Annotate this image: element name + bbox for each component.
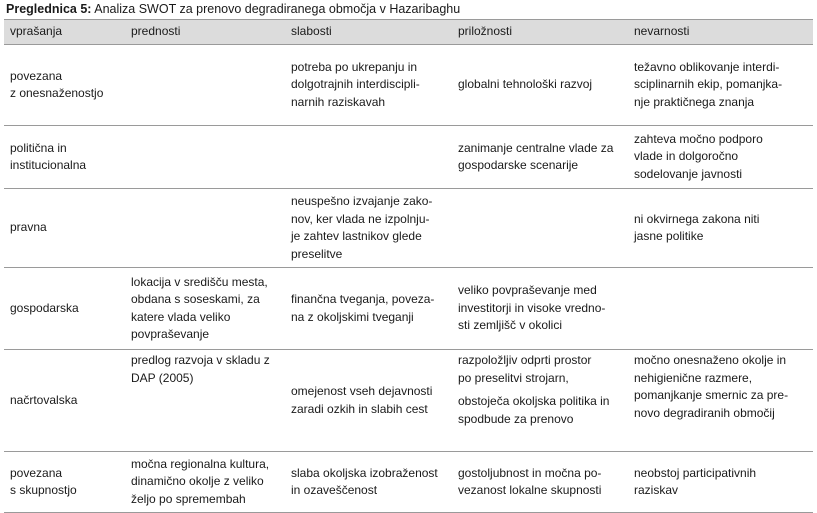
cell-threats: neobstoj participativnih raziskav — [628, 452, 813, 513]
cell-strengths: lokacija v središču mesta, obdana s soseskami, za katere vlada veliko povpraševanje — [125, 268, 285, 350]
cell-opportunities — [452, 189, 628, 268]
cell-strengths — [125, 45, 285, 126]
cell-question: povezana s skupnostjo — [4, 452, 125, 513]
cell-threats: težavno oblikovanje interdi- sciplinarnih ekip, pomanjka- nje praktičnega znanja — [628, 45, 813, 126]
cell-weaknesses: omejenost vseh dejavnosti zaradi ozkih in slabih cest — [285, 350, 452, 452]
cell-opportunities — [452, 350, 628, 452]
cell-weaknesses: finančna tveganja, poveza- na z okoljskimi tveganji — [285, 268, 452, 350]
cell-question: politična in institucionalna — [4, 126, 125, 189]
cell-strengths: predlog razvoja v skladu z DAP (2005) — [125, 350, 285, 452]
cell-weaknesses: neuspešno izvajanje zako- nov, ker vlada ne izpolnju- je zahtev lastnikov glede preselitve — [285, 189, 452, 268]
cell-threats: zahteva močno podporo vlade in dolgoročno sodelovanje javnosti — [628, 126, 813, 189]
table-caption — [6, 1, 460, 17]
cell-strengths — [125, 189, 285, 268]
table-row — [4, 350, 813, 452]
cell-opportunities: zanimanje centralne vlade za gospodarske scenarije — [452, 126, 628, 189]
cell-threats: močno onesnaženo okolje in nehigienične razmere, pomanjkanje smernic za pre- novo degradiranih območij — [628, 350, 813, 452]
header-strengths: prednosti — [125, 20, 285, 45]
cell-opportunities: gostoljubnost in močna po- vezanost lokalne skupnosti — [452, 452, 628, 513]
cell-strengths: močna regionalna kultura, dinamično okolje z veliko željo po spremembah — [125, 452, 285, 513]
cell-question: pravna — [4, 189, 125, 268]
caption-label: Preglednica 5: — [6, 2, 92, 16]
swot-table — [4, 19, 813, 513]
cell-threats: ni okvirnega zakona niti jasne politike — [628, 189, 813, 268]
cell-question: povezana z onesnaženostjo — [4, 45, 125, 126]
cell-weaknesses — [285, 126, 452, 189]
cell-opportunities: veliko povpraševanje med investitorji in visoke vredno- sti zemljišč v okolici — [452, 268, 628, 350]
cell-question: načrtovalska — [4, 350, 125, 452]
header-opportunities: priložnosti — [452, 20, 628, 45]
header-row — [4, 20, 813, 45]
opportunity-item: obstoječa okoljska politika in spodbude za prenovo — [458, 394, 610, 426]
table-row — [4, 45, 813, 126]
table-row — [4, 268, 813, 350]
table-row — [4, 189, 813, 268]
cell-strengths — [125, 126, 285, 189]
caption-text: Analiza SWOT za prenovo degradiranega območja v Hazaribaghu — [94, 2, 461, 16]
header-weaknesses: slabosti — [285, 20, 452, 45]
header-threats: nevarnosti — [628, 20, 813, 45]
cell-weaknesses: slaba okoljska izobraženost in ozaveščenost — [285, 452, 452, 513]
table-row — [4, 126, 813, 189]
cell-opportunities: globalni tehnološki razvoj — [452, 45, 628, 126]
opportunity-item: razpoložljiv odprti prostor po preselitvi strojarn, — [458, 353, 592, 385]
cell-threats — [628, 268, 813, 350]
table-row — [4, 452, 813, 513]
header-questions: vprašanja — [4, 20, 125, 45]
cell-question: gospodarska — [4, 268, 125, 350]
cell-weaknesses: potreba po ukrepanju in dolgotrajnih interdiscipli- narnih raziskavah — [285, 45, 452, 126]
